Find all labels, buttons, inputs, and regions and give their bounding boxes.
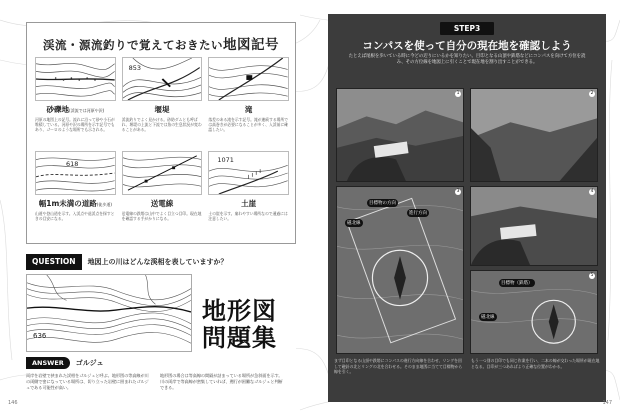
legend-item-description: 渓流釣りでよく見かける。砂防ダムとも呼ばれ、堰堤の上流と下流では魚の生息状況が変わることがある。 [121, 117, 202, 132]
legend-title-prefix: 渓流・源流釣りで覚えておきたい [43, 38, 223, 52]
contour-map-graphic [209, 58, 288, 100]
legend-item-name: 堰堤 [154, 105, 170, 114]
photo-compass-sighting [336, 88, 464, 182]
legend-map-power-line [122, 151, 203, 195]
legend-map-gravel [35, 57, 116, 101]
page-number-left: 146 [8, 400, 18, 406]
photo-number: 3 [456, 189, 460, 194]
feature-title-line: 問題集 [202, 324, 277, 352]
answer-paragraph: 両岸を岩壁で挟まれた渓相をゴルジュと呼ぶ。地形図の等高線が川の両側で密になっている場所は、切り立った岩壁に囲まれたゴルジュである可能性が高い。 [26, 373, 149, 390]
callout-label: 目標物（鉄塔） [501, 281, 533, 286]
map-elevation-label: 636 [33, 332, 47, 340]
callout-label: 進行方向 [409, 211, 427, 216]
legend-item-description: 山道や登山道を示す。入渓点や退渓点を探すときの目安になる。 [35, 211, 115, 221]
photo-number: 2 [590, 91, 594, 96]
callout-label: 磁北線 [347, 221, 361, 226]
answer-body [26, 373, 286, 391]
map-elevation-label: 1071 [217, 156, 234, 164]
step-intro: たとえば尾根を歩いている時に今どの辺りにいるかを知りたい。目印となる山頂や鉄塔などにコンパスを向けて方位を読み、その方位線を地図上に引くことで現在地を割り出すことができる。 [348, 54, 586, 66]
legend-item-weir [122, 57, 203, 145]
callout-label: 目標物の方向 [369, 201, 396, 206]
left-page [8, 8, 308, 412]
right-page [316, 8, 612, 412]
legend-title [27, 33, 295, 53]
legend-item-description: 落差のある滝を示す記号。滝が連続する場所では高巻きが必要になることが多く、入渓前に確認したい。 [208, 117, 289, 132]
feature-title [202, 298, 294, 352]
photo-number: 1 [456, 91, 460, 96]
feature-title-line: 地形図 [202, 297, 277, 325]
question-map [26, 274, 192, 352]
legend-item-name: 送電線 [150, 199, 174, 208]
photo-forest-view [470, 88, 598, 182]
photo-number: 4 [590, 189, 594, 194]
legend-item-description: 河原の地図上の記号。流れに沿って砂や小石が堆積している。河原や沢の場所を示す記号でもあり、ゴーロのような場所でも示される。 [35, 117, 115, 132]
question-section [26, 254, 296, 412]
legend-item-name: 土崖 [241, 199, 257, 208]
legend-item-waterfall [208, 57, 289, 145]
page-number-right: 147 [602, 400, 612, 406]
legend-item-footpath [35, 151, 116, 239]
answer-header [26, 357, 103, 369]
legend-item-gravel [35, 57, 116, 145]
photo-compass-second-sighting [470, 186, 598, 266]
question-text: 地図上の川はどんな渓相を表していますか？ [87, 258, 228, 266]
photo-compass-on-map [336, 186, 464, 354]
contour-map-graphic [27, 275, 191, 351]
legend-item-name: 滝 [244, 105, 253, 114]
legend-item-power-line [122, 151, 203, 239]
legend-item-name: 砂礫地(渓流では河原や沢) [46, 105, 105, 114]
contour-map-graphic [123, 152, 202, 194]
legend-map-waterfall [208, 57, 289, 101]
step-footnote: まず目印となる山頂や鉄塔にコンパスの進行方向線を合わせ、リングを回して磁針の北とリングの北を合わせる。そのまま地図に当てて目標物から線を引く。 [334, 358, 463, 375]
legend-title-emphasis: 地図記号 [223, 37, 279, 53]
legend-map-earth-cliff [208, 151, 289, 195]
map-symbol-legend [26, 22, 296, 244]
question-header [26, 254, 228, 270]
step3-panel [328, 14, 606, 402]
step-footnotes [334, 358, 600, 375]
legend-item-earth-cliff [208, 151, 289, 239]
map-elevation-label: 853 [128, 64, 142, 72]
legend-item-description: 土の崖を示す。崩れやすい場所なので通過には注意したい。 [208, 211, 288, 221]
answer-label: ANSWER [26, 357, 70, 369]
legend-item-name: 幅1m未満の道路(徒歩道) [38, 199, 112, 208]
legend-map-footpath [35, 151, 116, 195]
photo-compass-map-tower [470, 270, 598, 354]
legend-grid [35, 57, 289, 239]
step-footnote: もう一つ別の目印でも同じ作業を行い、二本の線が交わった場所が現在地となる。目印が三つあればより正確な位置がわかる。 [471, 358, 600, 369]
photo-number: 5 [590, 273, 594, 278]
callout-label: 磁北線 [481, 315, 495, 320]
contour-map-graphic [36, 58, 115, 100]
answer-paragraph: 地形図の場合は等高線の間隔が詰まっている場所が急斜面を示す。川の両岸で等高線が密集していれば、遡行が困難なゴルジュと判断できる。 [160, 373, 283, 390]
step-title: コンパスを使って自分の現在地を確認しよう [362, 40, 572, 52]
legend-map-weir [122, 57, 203, 101]
map-elevation-label: 618 [66, 160, 79, 168]
question-label: QUESTION [26, 254, 82, 270]
step-tag: STEP3 [440, 22, 494, 35]
answer-text: ゴルジュ [75, 359, 104, 367]
contour-map-graphic [36, 152, 115, 194]
legend-item-description: 送電線の鉄塔は山中でよく目立つ目印。現在地を確認する手がかりになる。 [121, 211, 202, 221]
